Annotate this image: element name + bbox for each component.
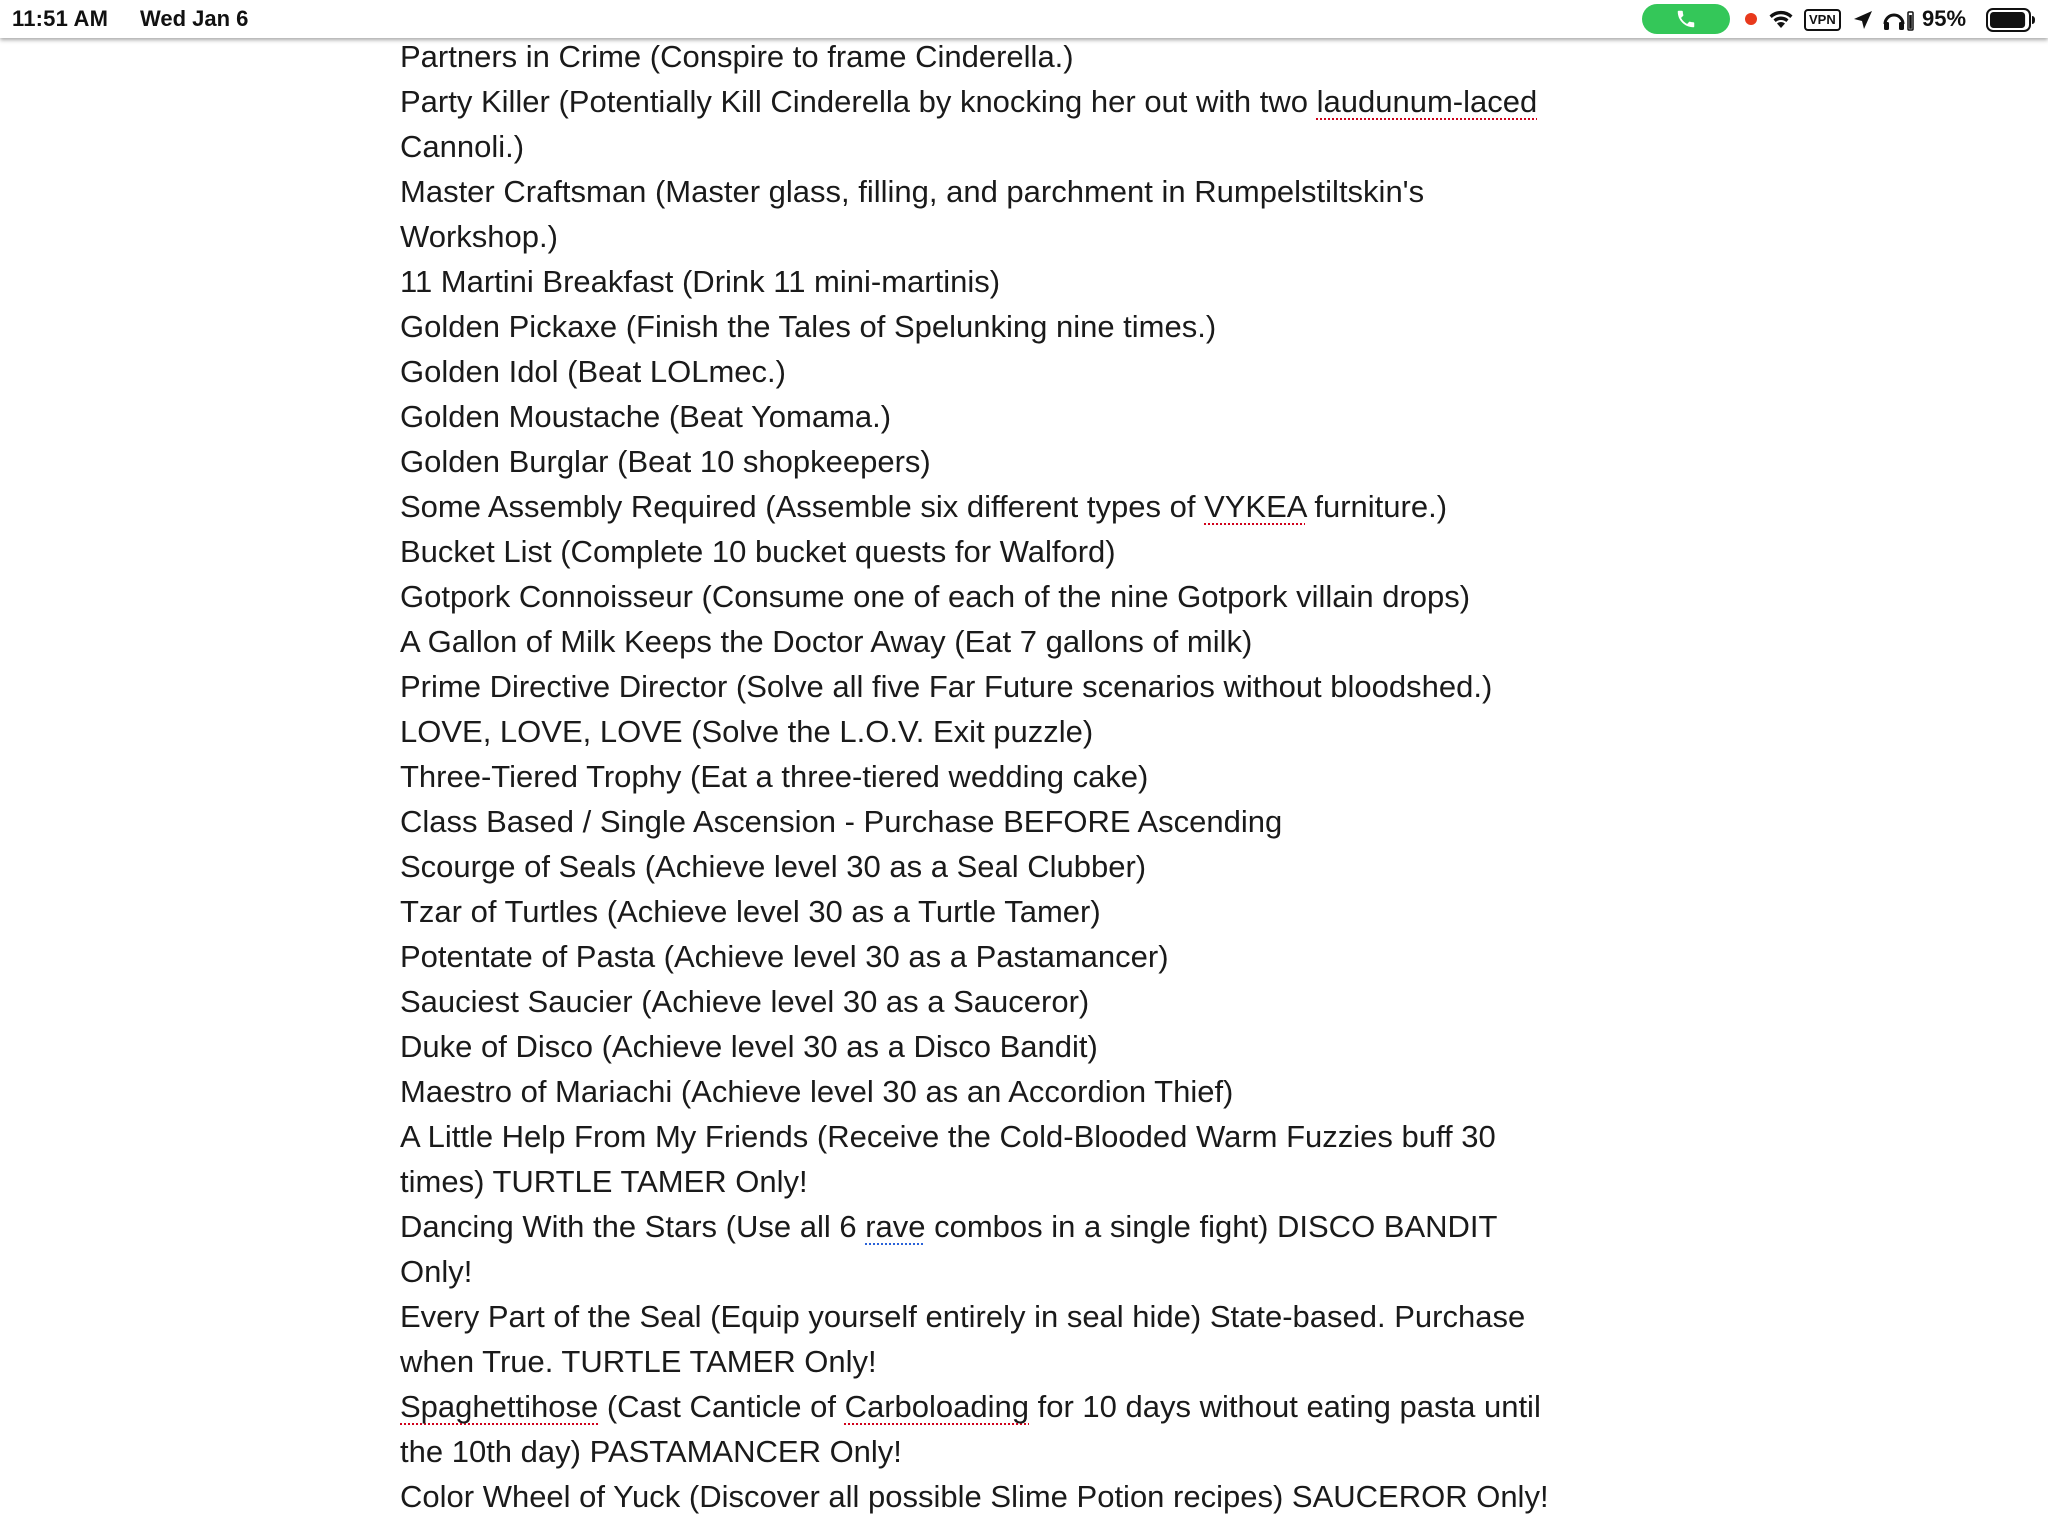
status-time: 11:51 AM <box>12 6 109 31</box>
headphones-icon <box>1882 8 1916 32</box>
text-line <box>400 844 1660 889</box>
text-line <box>400 34 1660 79</box>
text-segment: Only! <box>400 1254 473 1289</box>
text-segment: Cannoli.) <box>400 129 525 164</box>
vpn-badge: VPN <box>1804 9 1841 31</box>
text-line <box>400 799 1660 844</box>
text-segment: when True. TURTLE TAMER Only! <box>400 1344 877 1379</box>
text-line <box>400 754 1660 799</box>
text-line <box>400 1024 1660 1069</box>
text-line <box>400 304 1660 349</box>
text-segment: Dancing With the Stars (Use all 6 <box>400 1209 866 1244</box>
status-bar <box>0 0 2048 38</box>
text-segment: combos in a single fight) DISCO BANDIT <box>925 1209 1498 1244</box>
text-segment: Sauciest Saucier (Achieve level 30 as a Sauceror) <box>400 984 1090 1019</box>
text-segment: Prime Directive Director (Solve all five Far Future scenarios without bloodshed.) <box>400 669 1493 704</box>
text-line <box>400 1384 1660 1429</box>
text-line <box>400 934 1660 979</box>
text-line <box>400 169 1660 214</box>
text-line <box>400 124 1660 169</box>
document-body[interactable] <box>400 34 1660 1519</box>
phone-icon <box>1675 8 1697 30</box>
misspelled-word[interactable]: VYKEA <box>1204 489 1306 524</box>
grammar-flagged-word[interactable]: rave <box>865 1209 926 1244</box>
text-line <box>400 1114 1660 1159</box>
text-segment: Gotpork Connoisseur (Consume one of each of the nine Gotpork villain drops) <box>400 579 1471 614</box>
text-segment: furniture.) <box>1305 489 1448 524</box>
text-segment: times) TURTLE TAMER Only! <box>400 1164 808 1199</box>
text-line <box>400 889 1660 934</box>
text-line <box>400 1294 1660 1339</box>
text-segment: Some Assembly Required (Assemble six different types of <box>400 489 1205 524</box>
text-segment: A Little Help From My Friends (Receive the Cold-Blooded Warm Fuzzies buff 30 <box>400 1119 1496 1154</box>
text-segment: Duke of Disco (Achieve level 30 as a Disco Bandit) <box>400 1029 1098 1064</box>
text-line <box>400 214 1660 259</box>
text-segment: Golden Moustache (Beat Yomama.) <box>400 399 892 434</box>
text-segment: (Cast Canticle of <box>598 1389 845 1424</box>
active-call-pill[interactable] <box>1642 4 1730 34</box>
text-segment: Golden Burglar (Beat 10 shopkeepers) <box>400 444 931 479</box>
misspelled-word[interactable]: Spaghettihose <box>400 1389 599 1424</box>
misspelled-word[interactable]: laudunum-laced <box>1316 84 1538 119</box>
battery-percentage: 95% <box>1922 6 1967 31</box>
text-line <box>400 439 1660 484</box>
text-segment: Potentate of Pasta (Achieve level 30 as a Pastamancer) <box>400 939 1169 974</box>
text-segment: Partners in Crime (Conspire to frame Cinderella.) <box>400 39 1074 74</box>
text-segment: Class Based / Single Ascension - Purchase BEFORE Ascending <box>400 804 1283 839</box>
text-line <box>400 349 1660 394</box>
text-line <box>400 574 1660 619</box>
status-date: Wed Jan 6 <box>140 6 249 31</box>
text-segment: Master Craftsman (Master glass, filling, and parchment in Rumpelstiltskin's <box>400 174 1425 209</box>
location-arrow-icon <box>1852 9 1874 31</box>
text-line <box>400 1429 1660 1474</box>
text-segment: Three-Tiered Trophy (Eat a three-tiered wedding cake) <box>400 759 1149 794</box>
text-line <box>400 79 1660 124</box>
text-line <box>400 529 1660 574</box>
wifi-icon <box>1766 8 1796 30</box>
text-line <box>400 1069 1660 1114</box>
text-segment: LOVE, LOVE, LOVE (Solve the L.O.V. Exit puzzle) <box>400 714 1094 749</box>
text-line <box>400 484 1660 529</box>
text-line <box>400 709 1660 754</box>
text-segment: Workshop.) <box>400 219 558 254</box>
text-segment: A Gallon of Milk Keeps the Doctor Away (Eat 7 gallons of milk) <box>400 624 1253 659</box>
text-segment: Golden Idol (Beat LOLmec.) <box>400 354 786 389</box>
text-segment: Tzar of Turtles (Achieve level 30 as a Turtle Tamer) <box>400 894 1101 929</box>
text-segment: Maestro of Mariachi (Achieve level 30 as an Accordion Thief) <box>400 1074 1234 1109</box>
text-segment: Party Killer (Potentially Kill Cinderella by knocking her out with two <box>400 84 1317 119</box>
text-line <box>400 1474 1660 1519</box>
text-segment: Bucket List (Complete 10 bucket quests for Walford) <box>400 534 1116 569</box>
recording-indicator <box>1745 13 1757 25</box>
text-segment: for 10 days without eating pasta until <box>1029 1389 1541 1424</box>
text-line <box>400 1204 1660 1249</box>
text-segment: the 10th day) PASTAMANCER Only! <box>400 1434 902 1469</box>
text-line <box>400 394 1660 439</box>
text-line <box>400 1339 1660 1384</box>
text-segment: Color Wheel of Yuck (Discover all possible Slime Potion recipes) SAUCEROR Only! <box>400 1479 1549 1514</box>
text-segment: Scourge of Seals (Achieve level 30 as a Seal Clubber) <box>400 849 1147 884</box>
text-line <box>400 619 1660 664</box>
text-segment: 11 Martini Breakfast (Drink 11 mini-martinis) <box>400 264 1001 299</box>
text-line <box>400 979 1660 1024</box>
text-line <box>400 1249 1660 1294</box>
text-segment: Every Part of the Seal (Equip yourself entirely in seal hide) State-based. Purchase <box>400 1299 1526 1334</box>
text-line <box>400 1159 1660 1204</box>
text-line <box>400 664 1660 709</box>
text-segment: Golden Pickaxe (Finish the Tales of Spelunking nine times.) <box>400 309 1217 344</box>
text-line <box>400 259 1660 304</box>
misspelled-word[interactable]: Carboloading <box>844 1389 1030 1424</box>
battery-icon <box>1986 8 2036 32</box>
